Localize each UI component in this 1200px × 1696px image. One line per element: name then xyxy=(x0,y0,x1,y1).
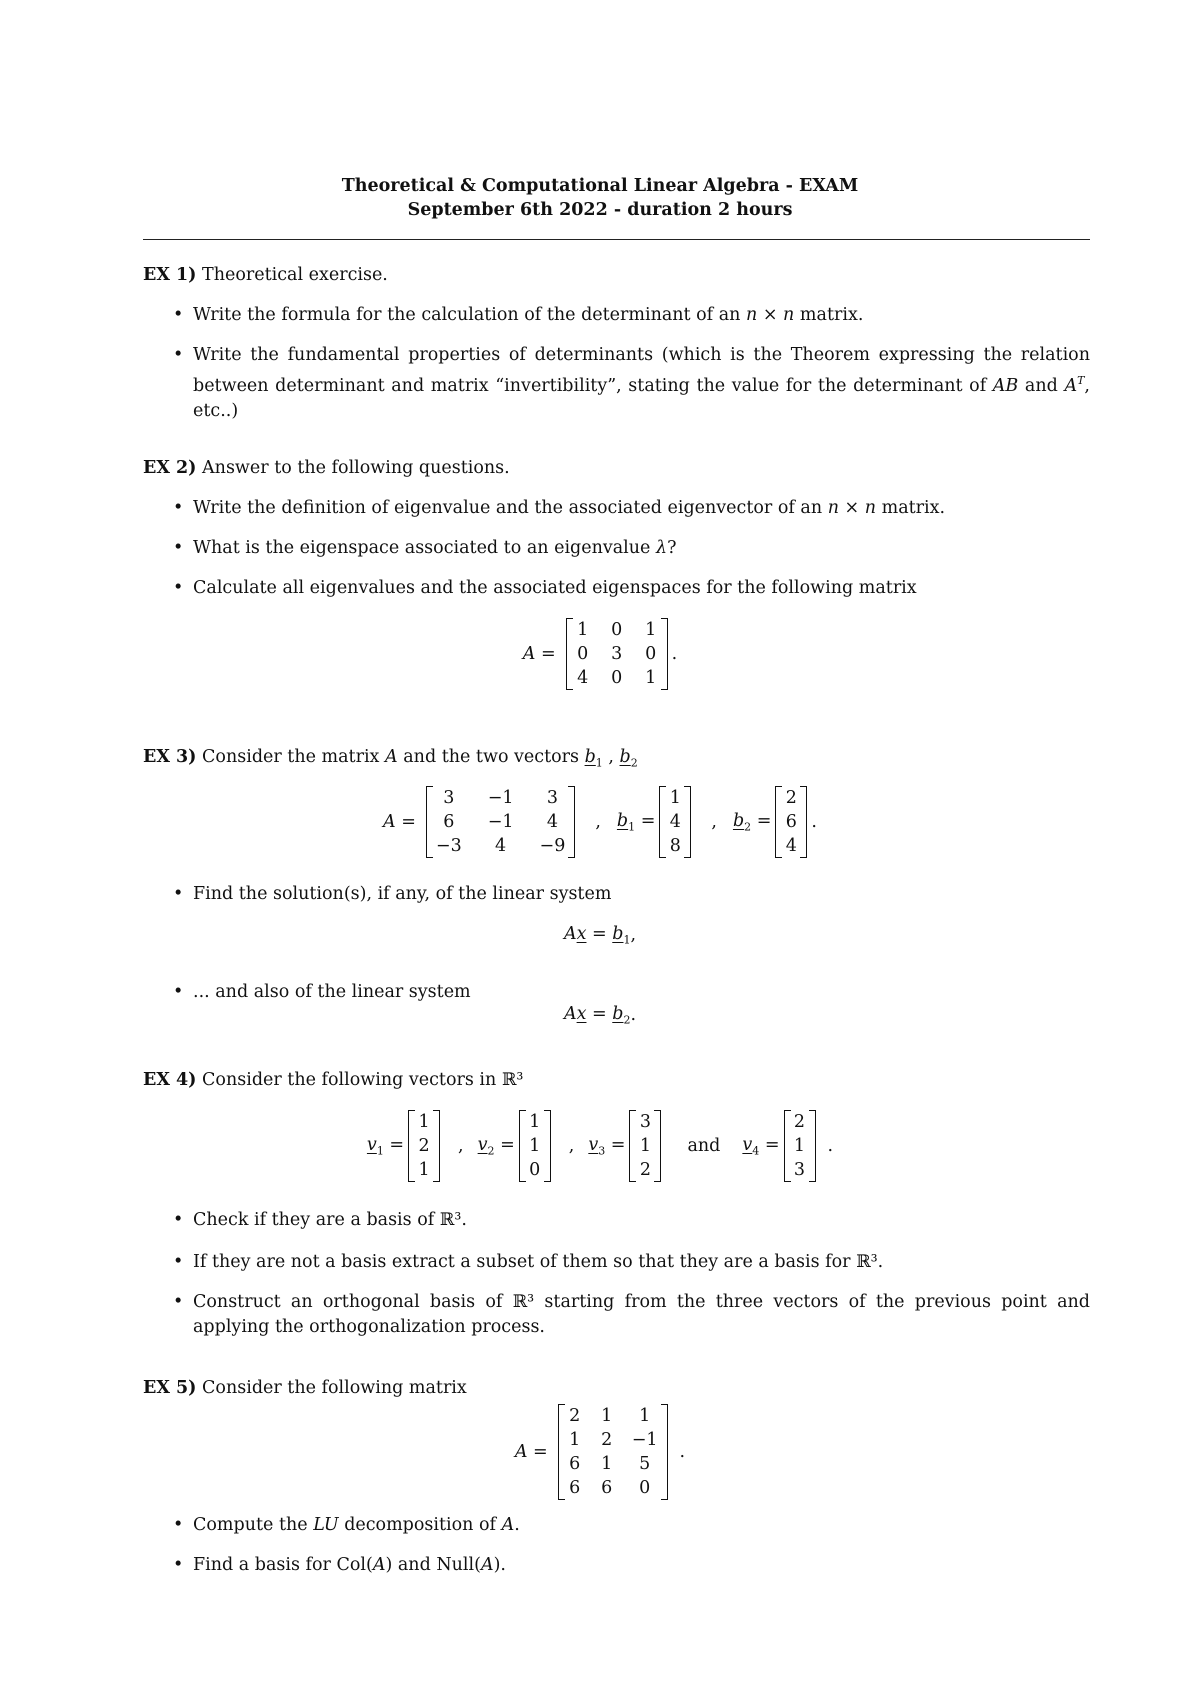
matrix-entry: 1 xyxy=(418,1160,430,1180)
matrix-entry: −1 xyxy=(487,812,514,832)
matrix-entry: 1 xyxy=(529,1136,541,1156)
matrix-entry: 6 xyxy=(785,812,797,832)
ex2-bullet-3: • Calculate all eigenvalues and the associated eigenspaces for the following matrix xyxy=(173,576,1090,601)
ex2-matrix-equation: A = 1 0 1 0 3 0 4 0 1 . xyxy=(522,620,678,688)
matrix-entry: 6 xyxy=(569,1478,581,1498)
matrix-entry: 2 xyxy=(785,788,797,808)
vector-v4 xyxy=(784,1110,816,1182)
ex3-system-2: $Ax = b_2$ . xyxy=(563,1004,637,1027)
bullet-icon: • xyxy=(173,578,184,598)
ex5-heading xyxy=(143,1376,467,1400)
matrix-entry: 4 xyxy=(669,812,681,832)
matrix-entry: 1 xyxy=(577,620,589,640)
bullet-icon: • xyxy=(173,1515,184,1535)
matrix-entry: 0 xyxy=(611,668,623,688)
matrix-entry: 1 xyxy=(529,1112,541,1132)
matrix-entry: −9 xyxy=(539,836,566,856)
ex2-bullet-1: • Write the definition of eigenvalue and the associated eigenvector of an n × n matrix. xyxy=(173,496,1090,521)
ex1-bullet-1: • Write the formula for the calculation of the determinant of an n × n matrix. xyxy=(173,303,1090,328)
matrix-entry: −1 xyxy=(631,1430,658,1450)
vector-b2 xyxy=(775,786,807,858)
ex3-bullet-2: • ... and also of the linear system xyxy=(173,980,1090,1005)
matrix-entry: 0 xyxy=(639,1478,651,1498)
matrix-entry: 6 xyxy=(569,1454,581,1474)
matrix-entry: 3 xyxy=(639,1112,652,1132)
ex5-label: EX 5) xyxy=(143,1378,197,1398)
matrix-entry: 1 xyxy=(569,1430,581,1450)
ex3-label: EX 3) xyxy=(143,747,197,767)
matrix-entry: −3 xyxy=(435,836,462,856)
matrix-entry: 3 xyxy=(546,788,558,808)
matrix-entry: 6 xyxy=(601,1478,613,1498)
bullet-icon: • xyxy=(173,305,184,325)
ex4-bullet-2: • If they are not a basis extract a subset of them so that they are a basis for ℝ³. xyxy=(173,1250,1090,1275)
vector-v1 xyxy=(408,1110,440,1182)
ex2-title: Answer to the following questions. xyxy=(202,458,510,478)
ex1-bullet-2: • Write the fundamental properties of determinants (which is the Theorem expressing the relation between determinant and matrix “invertibility”, stating the value for the determinant of AB and $A^T$, etc..) xyxy=(173,345,1090,421)
matrix-entry: 4 xyxy=(546,812,558,832)
vector-v3 xyxy=(629,1110,661,1182)
matrix-entry: 1 xyxy=(645,668,657,688)
matrix-entry: 1 xyxy=(601,1406,613,1426)
header-divider xyxy=(143,239,1090,240)
ex4-title: Consider the following vectors in ℝ³ xyxy=(202,1070,524,1090)
matrix-entry: −1 xyxy=(487,788,514,808)
bullet-icon: • xyxy=(173,538,184,558)
bullet-icon: • xyxy=(173,1252,184,1272)
bullet-icon: • xyxy=(173,982,184,1002)
matrix-entry: 1 xyxy=(639,1406,651,1426)
ex2-label: EX 2) xyxy=(143,458,197,478)
exam-title: Theoretical & Computational Linear Algebra - EXAM xyxy=(341,176,859,196)
matrix-entry: 6 xyxy=(443,812,455,832)
vector-v2 xyxy=(519,1110,551,1182)
matrix-entry: 4 xyxy=(495,836,507,856)
matrix-entry: 2 xyxy=(418,1136,430,1156)
matrix-entry: 8 xyxy=(669,836,681,856)
bullet-icon: • xyxy=(173,498,184,518)
ex2-heading xyxy=(143,456,510,480)
matrix-entry: 0 xyxy=(645,644,657,664)
ex1-label: EX 1) xyxy=(143,265,197,285)
matrix-entry: 0 xyxy=(577,644,589,664)
matrix-entry: 2 xyxy=(793,1112,806,1132)
matrix-entry: 1 xyxy=(418,1112,430,1132)
ex3-system-1: $Ax = b_1$ , xyxy=(563,924,637,947)
bullet-icon: • xyxy=(173,345,184,365)
ex4-bullet-1: • Check if they are a basis of ℝ³. xyxy=(173,1208,1090,1233)
ex3-bullet-1: • Find the solution(s), if any, of the linear system xyxy=(173,882,1090,907)
exam-subtitle: September 6th 2022 - duration 2 hours xyxy=(407,200,793,220)
ex5-bullet-1: • Compute the LU decomposition of A. xyxy=(173,1513,1090,1538)
matrix-entry: 1 xyxy=(645,620,657,640)
bullet-icon: • xyxy=(173,1292,184,1312)
ex4-label: EX 4) xyxy=(143,1070,197,1090)
matrix-entry: 0 xyxy=(529,1160,541,1180)
matrix-A xyxy=(558,1404,668,1500)
matrix-entry: 1 xyxy=(793,1136,806,1156)
matrix-entry: 3 xyxy=(443,788,455,808)
ex4-heading xyxy=(143,1068,523,1092)
ex3-matrix-equation: A = 3 −1 3 6 −1 4 −3 4 −9 , $b_1$ = 1 4 8 , $b_2$ = 2 6 4 . xyxy=(383,788,817,856)
ex5-bullet-2: • Find a basis for Col(A) and Null(A). xyxy=(173,1553,1090,1578)
matrix-entry: 3 xyxy=(611,644,623,664)
matrix-entry: 0 xyxy=(611,620,623,640)
matrix-entry: 2 xyxy=(639,1160,652,1180)
matrix-entry: 5 xyxy=(639,1454,651,1474)
matrix-A xyxy=(426,786,575,858)
matrix-entry: 2 xyxy=(569,1406,581,1426)
ex3-heading: EX 3) Consider the matrix A and the two vectors $b_1$ , $b_2$ xyxy=(143,747,638,770)
matrix-entry: 1 xyxy=(669,788,681,808)
ex4-vectors: $v_1$ = 1 2 1 , $v_2$ = 1 1 0 , $v_3$ = 3 1 2 and $v_4$ = 2 1 3 . xyxy=(366,1112,834,1180)
ex5-matrix-equation: A = 2 1 1 1 2 −1 6 1 5 6 6 0 . xyxy=(514,1406,686,1498)
matrix-A xyxy=(566,618,668,690)
bullet-icon: • xyxy=(173,1555,184,1575)
bullet-icon: • xyxy=(173,1210,184,1230)
ex1-heading xyxy=(143,263,388,287)
matrix-entry: 4 xyxy=(785,836,797,856)
ex1-title: Theoretical exercise. xyxy=(202,265,388,285)
ex5-title: Consider the following matrix xyxy=(202,1378,467,1398)
matrix-entry: 3 xyxy=(793,1160,806,1180)
matrix-entry: 4 xyxy=(577,668,589,688)
vector-b1 xyxy=(659,786,691,858)
bullet-icon: • xyxy=(173,884,184,904)
matrix-entry: 1 xyxy=(639,1136,652,1156)
matrix-entry: 1 xyxy=(601,1454,613,1474)
matrix-entry: 2 xyxy=(601,1430,613,1450)
ex4-bullet-3: • Construct an orthogonal basis of ℝ³ starting from the three vectors of the previous point and applying the orthogonalization process. xyxy=(173,1292,1090,1337)
ex2-bullet-2: • What is the eigenspace associated to an eigenvalue λ? xyxy=(173,536,1090,561)
